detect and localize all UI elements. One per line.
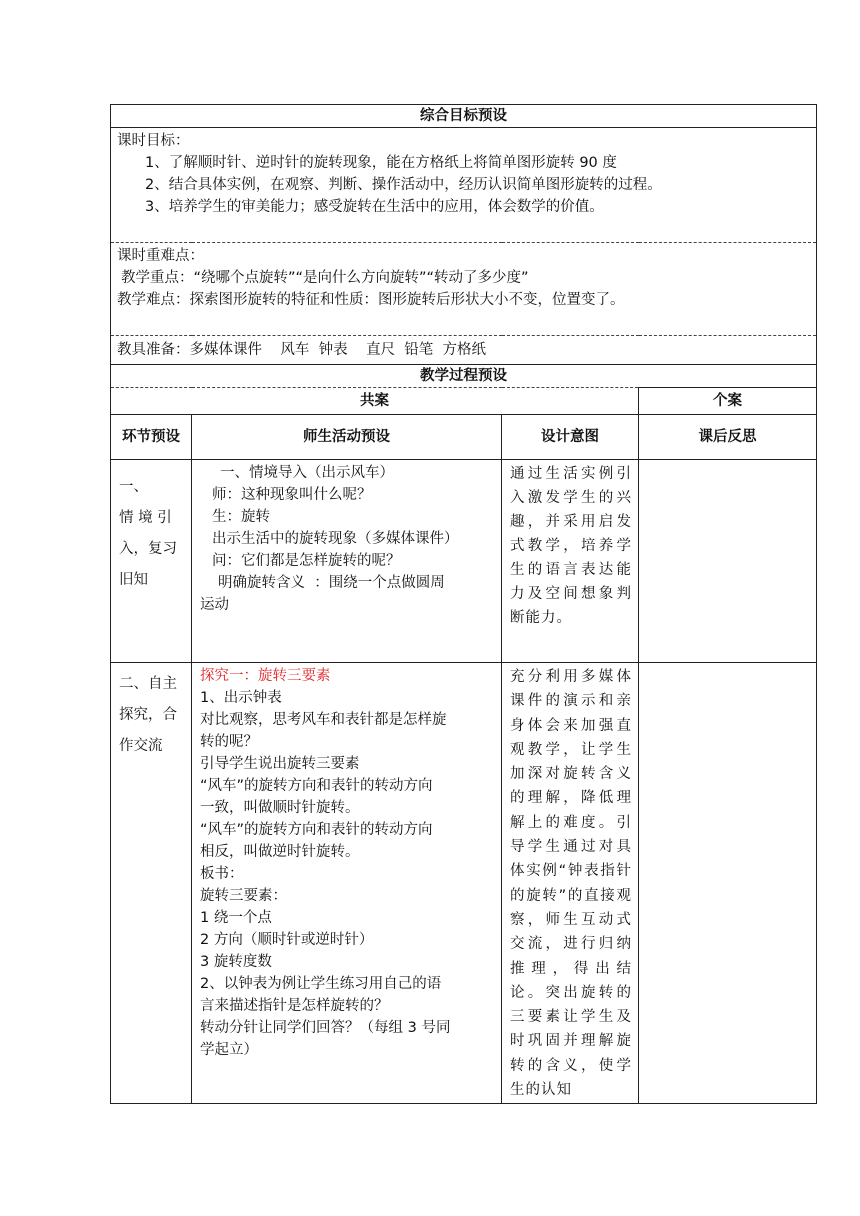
activity-line: 板书： bbox=[200, 866, 244, 882]
activity-line: 2 方向（顺时针或逆时针） bbox=[200, 932, 374, 948]
activity-line: 言来描述指针是怎样旋转的？ bbox=[200, 998, 389, 1014]
activity-line: “风车”的旋转方向和表针的转动方向 bbox=[200, 822, 433, 838]
activity-cell-2 bbox=[192, 663, 502, 1104]
activity-line: 旋转三要素： bbox=[200, 888, 287, 904]
activity-line: “风车”的旋转方向和表针的转动方向 bbox=[200, 778, 433, 794]
intent-column-header: 设计意图 bbox=[502, 415, 639, 460]
activity-cell-1 bbox=[192, 460, 502, 663]
lesson-plan-table bbox=[110, 104, 817, 1104]
key-point: 教学重点：“绕哪个点旋转”“是向什么方向旋转”“转动了多少度” bbox=[121, 270, 529, 286]
intent-text: 充分利用多媒体课件的演示和亲身体会来加强直观教学，让学生加深对旋转含义的理解，降低理解上的难度。引导学生通过对具体实例“钟表指针的旋转”的直接观察，师生互动式交流，进行归纳推理，得出结论。突出旋转的三要素让学生及时巩固并理解旋转的含义，使学生的认知 bbox=[510, 669, 632, 1099]
target-title: 综合目标预设 bbox=[111, 105, 817, 128]
activity-line: 相反，叫做逆时针旋转。 bbox=[200, 844, 360, 860]
shared-plan-header: 共案 bbox=[111, 388, 639, 415]
activity-line: 一致，叫做顺时针旋转。 bbox=[200, 800, 360, 816]
activity-line: 运动 bbox=[200, 597, 229, 613]
materials: 教具准备：多媒体课件 风车 钟表 直尺 铅笔 方格纸 bbox=[117, 342, 487, 358]
reflection-cell-1 bbox=[639, 460, 817, 663]
activity-line: 3 旋转度数 bbox=[200, 954, 272, 970]
activity-line: 引导学生说出旋转三要素 bbox=[200, 756, 360, 772]
stage-line: 探究，合 bbox=[119, 707, 177, 723]
intent-cell-1 bbox=[502, 460, 639, 663]
activity-line: 师：这种现象叫什么呢？ bbox=[212, 487, 372, 503]
key-points-label: 课时重难点： bbox=[117, 248, 204, 264]
activity-column-header: 师生活动预设 bbox=[192, 415, 502, 460]
objectives-cell bbox=[111, 128, 817, 243]
activity-line: 明确旋转含义 ：围绕一个点做圆周 bbox=[218, 575, 445, 591]
activity-line: 转的呢？ bbox=[200, 734, 258, 750]
activity-line: 1 绕一个点 bbox=[200, 910, 272, 926]
stage-line: 一、 bbox=[119, 479, 148, 495]
stage-line: 作交流 bbox=[119, 738, 163, 754]
objective-item: 3、培养学生的审美能力；感受旋转在生活中的应用，体会数学的价值。 bbox=[145, 199, 604, 215]
activity-line: 2、以钟表为例让学生练习用自己的语 bbox=[200, 976, 442, 992]
materials-cell bbox=[111, 336, 817, 365]
stage-line: 情 境 引 bbox=[119, 510, 172, 526]
intent-cell-2 bbox=[502, 663, 639, 1104]
objective-item: 1、了解顺时针、逆时针的旋转现象，能在方格纸上将简单图形旋转 90 度 bbox=[145, 155, 617, 171]
stage-cell-2 bbox=[111, 663, 192, 1104]
stage-line: 入，复习 bbox=[119, 541, 177, 557]
activity-line: 生：旋转 bbox=[212, 509, 270, 525]
intent-text: 通过生活实例引入激发学生的兴趣，并采用启发式教学，培养学生的语言表达能力及空间想象判断能力。 bbox=[510, 466, 632, 626]
stage-column-header: 环节预设 bbox=[111, 415, 192, 460]
stage-line: 二、自主 bbox=[119, 676, 177, 692]
objectives-label: 课时目标： bbox=[117, 133, 190, 149]
activity-line: 一、情境导入（出示风车） bbox=[220, 465, 394, 481]
reflection-column-header: 课后反思 bbox=[639, 415, 817, 460]
activity-line: 对比观察，思考风车和表针都是怎样旋 bbox=[200, 712, 447, 728]
lesson-plan-page bbox=[110, 104, 816, 1104]
reflection-cell-2 bbox=[639, 663, 817, 1104]
process-title: 教学过程预设 bbox=[111, 365, 817, 388]
individual-plan-header: 个案 bbox=[639, 388, 817, 415]
objective-item: 2、结合具体实例，在观察、判断、操作活动中，经历认识简单图形旋转的过程。 bbox=[145, 177, 662, 193]
activity-heading: 探究一：旋转三要素 bbox=[200, 668, 331, 684]
stage-line: 旧知 bbox=[119, 572, 148, 588]
activity-line: 出示生活中的旋转现象（多媒体课件） bbox=[212, 531, 459, 547]
stage-cell-1 bbox=[111, 460, 192, 663]
activity-line: 学起立） bbox=[200, 1042, 258, 1058]
activity-line: 1、出示钟表 bbox=[200, 690, 282, 706]
activity-line: 问：它们都是怎样旋转的呢？ bbox=[212, 553, 401, 569]
activity-line: 转动分针让同学们回答？（每组 3 号同 bbox=[200, 1020, 451, 1036]
difficult-point: 教学难点：探索图形旋转的特征和性质：图形旋转后形状大小不变，位置变了。 bbox=[117, 292, 625, 308]
key-points-cell bbox=[111, 243, 817, 336]
